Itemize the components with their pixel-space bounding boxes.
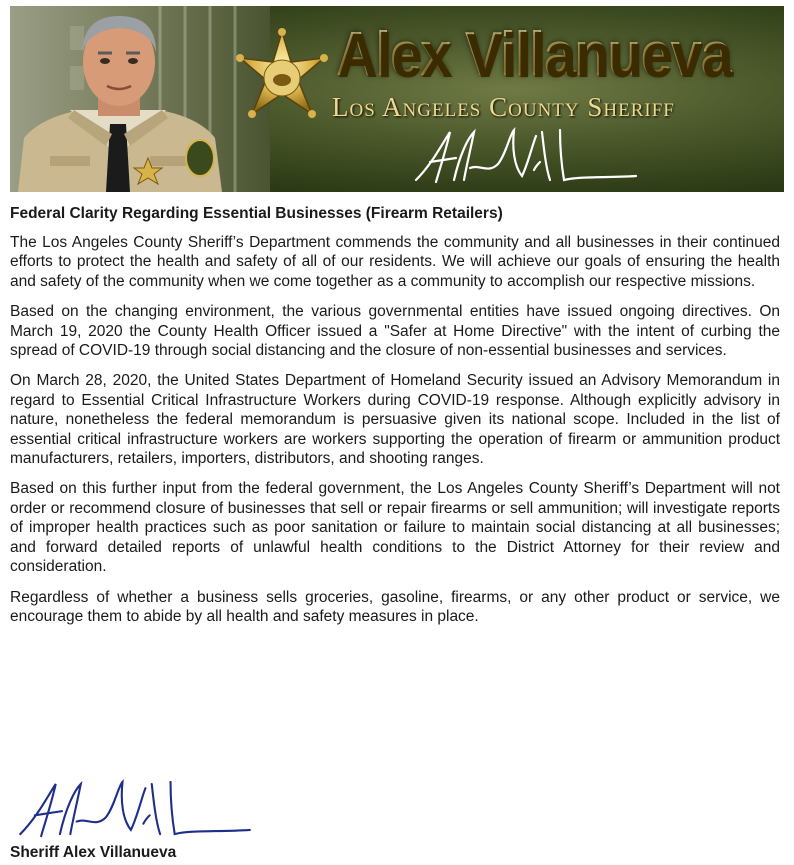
sheriff-portrait: [10, 6, 225, 192]
banner-name: Alex Villanueva: [336, 20, 731, 89]
paragraph-1: The Los Angeles County Sheriff’s Department commends the community and all businesses in their continued efforts to protect the health and safety of all of our residents. We will achieve our goals of ensuring the health and safety of the community when we come together as a community to accomplish our respective missions.: [10, 234, 780, 290]
header-banner: [10, 6, 784, 192]
paragraph-4: Based on this further input from the federal government, the Los Angeles County Sheriff’s Department will not order or recommend closure of businesses that sell or repair firearms or sell ammunition; will investigate reports of improper health practices such as poor sanitation or failure to maintain social distancing at all businesses; and forward detailed reports of unlawful health conditions to the District Attorney for their review and consideration.: [10, 480, 780, 576]
signature-name: Sheriff Alex Villanueva: [10, 844, 177, 861]
paragraph-2: Based on the changing environment, the various governmental entities have issued ongoing directives. On March 19, 2020 the County Health Officer issued a "Safer at Home Directive" with the intent of curbing the spread of COVID-19 through social distancing and the closure of non-essential businesses and services.: [10, 303, 780, 360]
document-title: Federal Clarity Regarding Essential Businesses (Firearm Retailers): [10, 205, 503, 222]
paragraph-3: On March 28, 2020, the United States Department of Homeland Security issued an Advisory Memorandum in regard to Essential Critical Infrastructure Workers during COVID-19 response. Although explicitly advisory in nature, nonetheless the federal memorandum is persuasive given its national scope. Included in the list of essential critical infrastructure workers are workers supporting the operation of firearm or ammunition product manufacturers, retailers, importers, distributors, and shooting ranges.: [10, 372, 780, 468]
sheriff-star-badge-icon: [234, 28, 330, 124]
closing-signature: [14, 775, 254, 841]
banner-signature: [410, 124, 640, 186]
banner-subtitle: Los Angeles County Sheriff: [332, 92, 675, 122]
paragraph-5: Regardless of whether a business sells groceries, gasoline, firearms, or any other product or service, we encourage them to abide by all health and safety measures in place.: [10, 588, 780, 625]
document-body: [10, 205, 780, 637]
